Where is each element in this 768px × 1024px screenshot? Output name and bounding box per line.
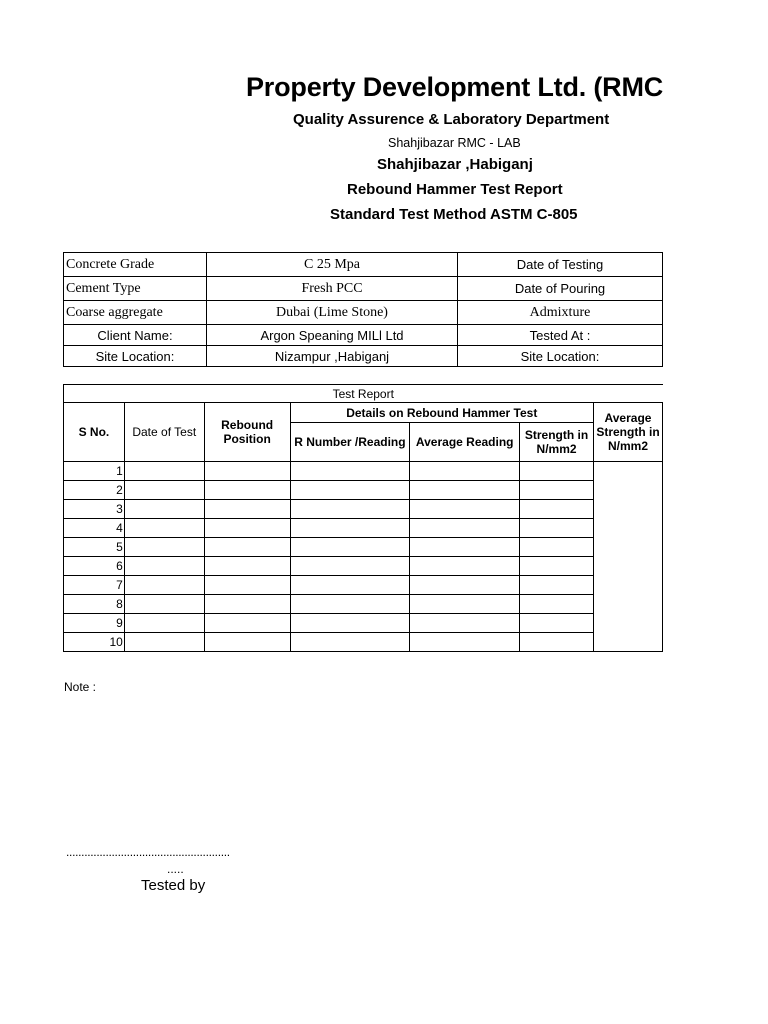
tested-by-label: Tested by bbox=[141, 877, 206, 894]
cell-r-number bbox=[290, 614, 410, 633]
department-name: Quality Assurence & Laboratory Department bbox=[293, 111, 610, 128]
info-value: Nizampur ,Habiganj bbox=[207, 346, 458, 367]
table-row bbox=[64, 614, 663, 633]
info-value: C 25 Mpa bbox=[207, 253, 458, 277]
table-row bbox=[64, 576, 663, 595]
info-label: Cement Type bbox=[64, 277, 207, 301]
cell-r-number bbox=[290, 633, 410, 652]
row-number: 4 bbox=[64, 519, 125, 538]
cell-position bbox=[204, 462, 290, 481]
info-label: Coarse aggregate bbox=[64, 301, 207, 325]
cell-date bbox=[124, 500, 204, 519]
report-header-row bbox=[64, 403, 663, 423]
cell-avg-reading bbox=[410, 462, 520, 481]
cell-r-number bbox=[290, 538, 410, 557]
info-label: Concrete Grade bbox=[64, 253, 207, 277]
table-row bbox=[64, 595, 663, 614]
cell-avg-reading bbox=[410, 633, 520, 652]
cell-strength bbox=[520, 557, 594, 576]
cell-position bbox=[204, 595, 290, 614]
cell-r-number bbox=[290, 500, 410, 519]
cell-strength bbox=[520, 595, 594, 614]
test-report-table bbox=[63, 384, 663, 652]
cell-avg-reading bbox=[410, 557, 520, 576]
cell-position bbox=[204, 538, 290, 557]
header-date: Date of Test bbox=[124, 403, 204, 462]
info-value: Dubai (Lime Stone) bbox=[207, 301, 458, 325]
info-value: Fresh PCC bbox=[207, 277, 458, 301]
cell-r-number bbox=[290, 557, 410, 576]
cell-position bbox=[204, 633, 290, 652]
cell-avg-reading bbox=[410, 500, 520, 519]
header-avg-reading: Average Reading bbox=[410, 423, 520, 462]
cell-date bbox=[124, 538, 204, 557]
cell-date bbox=[124, 614, 204, 633]
info-row bbox=[64, 301, 663, 325]
info-label: Client Name: bbox=[64, 325, 207, 346]
cell-position bbox=[204, 557, 290, 576]
cell-strength bbox=[520, 538, 594, 557]
cell-strength bbox=[520, 462, 594, 481]
cell-r-number bbox=[290, 462, 410, 481]
cell-avg-strength bbox=[594, 462, 663, 652]
cell-date bbox=[124, 595, 204, 614]
row-number: 2 bbox=[64, 481, 125, 500]
row-number: 1 bbox=[64, 462, 125, 481]
info-row bbox=[64, 325, 663, 346]
cell-avg-reading bbox=[410, 538, 520, 557]
row-number: 10 bbox=[64, 633, 125, 652]
row-number: 7 bbox=[64, 576, 125, 595]
company-name: Property Development Ltd. (RMC bbox=[246, 72, 664, 102]
table-row bbox=[64, 500, 663, 519]
table-row bbox=[64, 462, 663, 481]
test-method: Standard Test Method ASTM C-805 bbox=[330, 206, 578, 223]
note-label: Note : bbox=[64, 680, 97, 694]
cell-position bbox=[204, 519, 290, 538]
cell-strength bbox=[520, 614, 594, 633]
info-right-label: Site Location: bbox=[458, 346, 663, 367]
signature-line-tail: ..... bbox=[167, 862, 184, 876]
header-position: Rebound Position bbox=[204, 403, 290, 462]
report-caption: Test Report bbox=[64, 385, 663, 403]
row-number: 9 bbox=[64, 614, 125, 633]
cell-avg-reading bbox=[410, 614, 520, 633]
cell-date bbox=[124, 633, 204, 652]
cell-strength bbox=[520, 481, 594, 500]
cell-date bbox=[124, 576, 204, 595]
info-row bbox=[64, 253, 663, 277]
cell-r-number bbox=[290, 481, 410, 500]
cell-avg-reading bbox=[410, 519, 520, 538]
cell-avg-reading bbox=[410, 576, 520, 595]
info-value: Argon Speaning MILl Ltd bbox=[207, 325, 458, 346]
header-r-number: R Number /Reading bbox=[290, 423, 410, 462]
cell-position bbox=[204, 576, 290, 595]
header-sno: S No. bbox=[64, 403, 125, 462]
cell-position bbox=[204, 614, 290, 633]
cell-position bbox=[204, 481, 290, 500]
cell-avg-reading bbox=[410, 595, 520, 614]
cell-strength bbox=[520, 519, 594, 538]
cell-date bbox=[124, 462, 204, 481]
cell-strength bbox=[520, 500, 594, 519]
row-number: 6 bbox=[64, 557, 125, 576]
row-number: 5 bbox=[64, 538, 125, 557]
info-table bbox=[63, 252, 663, 367]
table-row bbox=[64, 633, 663, 652]
info-label: Site Location: bbox=[64, 346, 207, 367]
info-right-label: Admixture bbox=[458, 301, 663, 325]
cell-r-number bbox=[290, 595, 410, 614]
cell-avg-reading bbox=[410, 481, 520, 500]
table-row bbox=[64, 519, 663, 538]
header-details: Details on Rebound Hammer Test bbox=[290, 403, 593, 423]
lab-name: Shahjibazar RMC - LAB bbox=[388, 136, 521, 150]
cell-strength bbox=[520, 633, 594, 652]
table-row bbox=[64, 538, 663, 557]
header-avg-strength: Average Strength in N/mm2 bbox=[594, 403, 663, 462]
row-number: 3 bbox=[64, 500, 125, 519]
cell-r-number bbox=[290, 576, 410, 595]
info-row bbox=[64, 277, 663, 301]
info-row bbox=[64, 346, 663, 367]
row-number: 8 bbox=[64, 595, 125, 614]
info-right-label: Date of Testing bbox=[458, 253, 663, 277]
info-right-label: Date of Pouring bbox=[458, 277, 663, 301]
cell-date bbox=[124, 519, 204, 538]
report-title: Rebound Hammer Test Report bbox=[347, 181, 563, 198]
cell-position bbox=[204, 500, 290, 519]
signature-line: ...................................................... bbox=[66, 845, 230, 859]
table-row bbox=[64, 481, 663, 500]
cell-r-number bbox=[290, 519, 410, 538]
report-caption-row bbox=[64, 385, 663, 403]
lab-location: Shahjibazar ,Habiganj bbox=[377, 156, 533, 173]
cell-strength bbox=[520, 576, 594, 595]
info-right-label: Tested At : bbox=[458, 325, 663, 346]
cell-date bbox=[124, 481, 204, 500]
table-row bbox=[64, 557, 663, 576]
header-strength: Strength in N/mm2 bbox=[520, 423, 594, 462]
cell-date bbox=[124, 557, 204, 576]
